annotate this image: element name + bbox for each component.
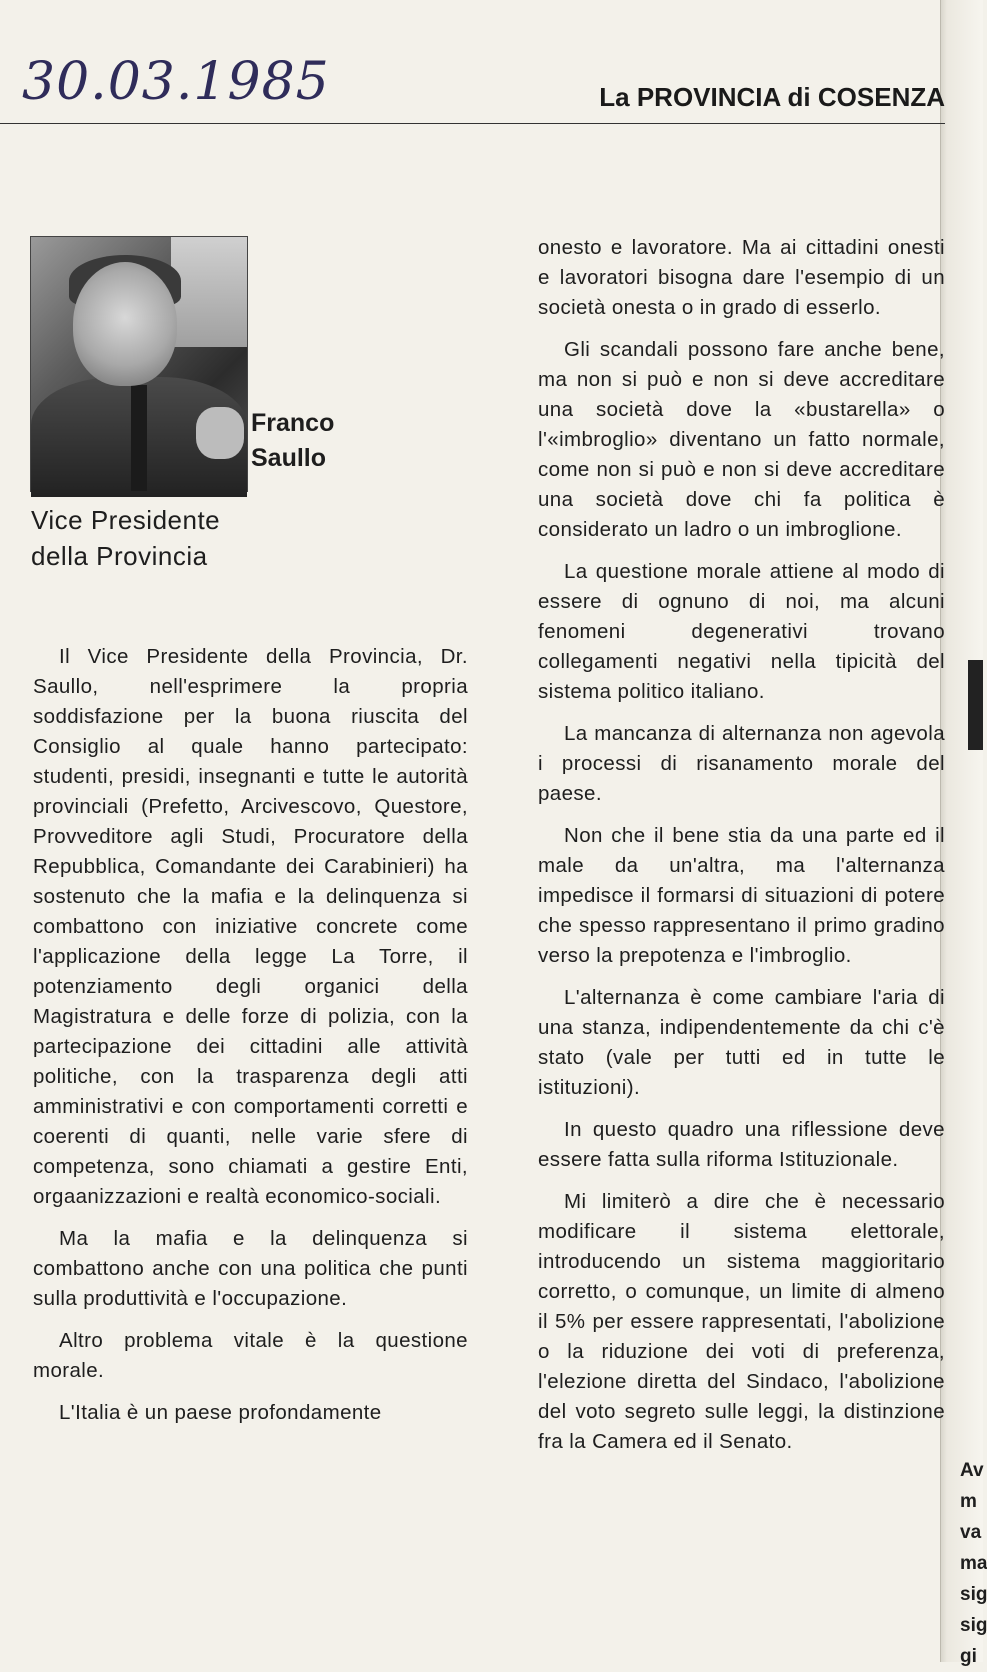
article-paragraph: In questo quadro una riflessione deve essere fatta sulla riforma Istituzionale. bbox=[538, 1118, 945, 1171]
article-paragraph: Il Vice Presidente della Provincia, Dr. Saullo, nell'esprimere la propria soddisfazione per la buona riuscita del Consiglio al quale hanno partecipato: studenti, presidi, insegnanti e tutte le autorità provinciali (Prefetto, Arcivescovo, Questore, Provveditore agli Studi, Procuratore della Repubblica, Comandante dei Carabinieri) ha sostenuto che la mafia e la delinquenza si combattono con iniziative concrete come l'applicazione della legge La Torre, il potenziamento degli organici della Magistratura e delle forze di polizia, con la partecipazione dei cittadini alle attività politiche, con la trasparenza degli atti amministrativi e con comportamenti corretti e coerenti di quanti, nelle varie sfere di competenza, sono chiamati a gestire Enti, orgaanizzazioni e realtà economico-sociali. bbox=[33, 645, 468, 1208]
article-paragraph: Mi limiterò a dire che è necessario modificare il sistema elettorale, introducendo un sistema maggioritario corretto, o comunque, un limite di almeno il 5% per essere rappresentati, l'abolizione o la riduzione dei voti di preferenza, l'elezione diretta del Sindaco, l'abolizione del voto segreto sulle leggi, la distinzione fra la Camera ed il Senato. bbox=[538, 1190, 945, 1453]
article-paragraph: onesto e lavoratore. Ma ai cittadini onesti e lavoratori bisogna dare l'esempio di un società onesta o in grado di esserlo. bbox=[538, 236, 945, 319]
article-paragraph: Gli scandali possono fare anche bene, ma non si può e non si deve accreditare una società dove la «bustarella» o l'«imbroglio» diventano un fatto normale, come non si può e non si deve accreditare una società dove chi fa politica è considerato un ladro o un imbroglione. bbox=[538, 338, 945, 541]
adjacent-page-mark bbox=[968, 660, 983, 750]
photo-figure-tie bbox=[131, 385, 147, 491]
header-rule bbox=[0, 123, 945, 124]
author-role-line: della Provincia bbox=[31, 541, 208, 571]
adjacent-page-text bbox=[960, 1455, 987, 1672]
adjacent-page-edge bbox=[940, 0, 987, 1662]
photo-figure-hand bbox=[196, 407, 244, 459]
photo-background-window bbox=[171, 237, 247, 347]
edge-fragment: ma bbox=[960, 1553, 987, 1574]
author-name bbox=[251, 406, 334, 476]
photo-figure-head bbox=[73, 262, 177, 386]
article-paragraph: Non che il bene stia da una parte ed il male da un'altra, ma l'alternanza impedisce il formarsi di situazioni di potere che spesso rappresentano il primo gradino verso la prepotenza e l'imbroglio. bbox=[538, 824, 945, 967]
article-paragraph: L'alternanza è come cambiare l'aria di una stanza, indipendentemente da chi c'è stato (vale per tutti ed in tutte le istituzioni). bbox=[538, 986, 945, 1099]
article-paragraph: Altro problema vitale è la questione morale. bbox=[33, 1329, 468, 1382]
article-paragraph: L'Italia è un paese profondamente bbox=[59, 1401, 382, 1424]
edge-fragment: sig bbox=[960, 1615, 987, 1636]
article-paragraph: La mancanza di alternanza non agevola i processi di risanamento morale del paese. bbox=[538, 722, 945, 805]
article-paragraph: La questione morale attiene al modo di essere di ognuno di noi, ma alcuni fenomeni degenerativi trovano collegamenti negativi nella tipicità del sistema politico italiano. bbox=[538, 560, 945, 703]
handwritten-date: 30.03.1985 bbox=[22, 52, 330, 112]
edge-fragment: Av bbox=[960, 1460, 984, 1481]
author-last-name: Saullo bbox=[251, 444, 327, 472]
edge-fragment: gi bbox=[960, 1646, 977, 1667]
edge-fragment: va bbox=[960, 1522, 982, 1543]
author-role bbox=[31, 502, 220, 574]
portrait-photo bbox=[30, 236, 248, 492]
article-column-right bbox=[538, 233, 945, 1469]
author-role-line: Vice Presidente bbox=[31, 505, 221, 535]
article-column-left bbox=[33, 642, 468, 1440]
edge-fragment: sig bbox=[960, 1584, 987, 1605]
author-first-name: Franco bbox=[251, 409, 335, 437]
publication-title: La PROVINCIA di COSENZA bbox=[599, 82, 945, 112]
article-paragraph: Ma la mafia e la delinquenza si combattono anche con una politica che punti sulla produttività e l'occupazione. bbox=[33, 1227, 468, 1310]
edge-fragment: m bbox=[960, 1491, 977, 1512]
